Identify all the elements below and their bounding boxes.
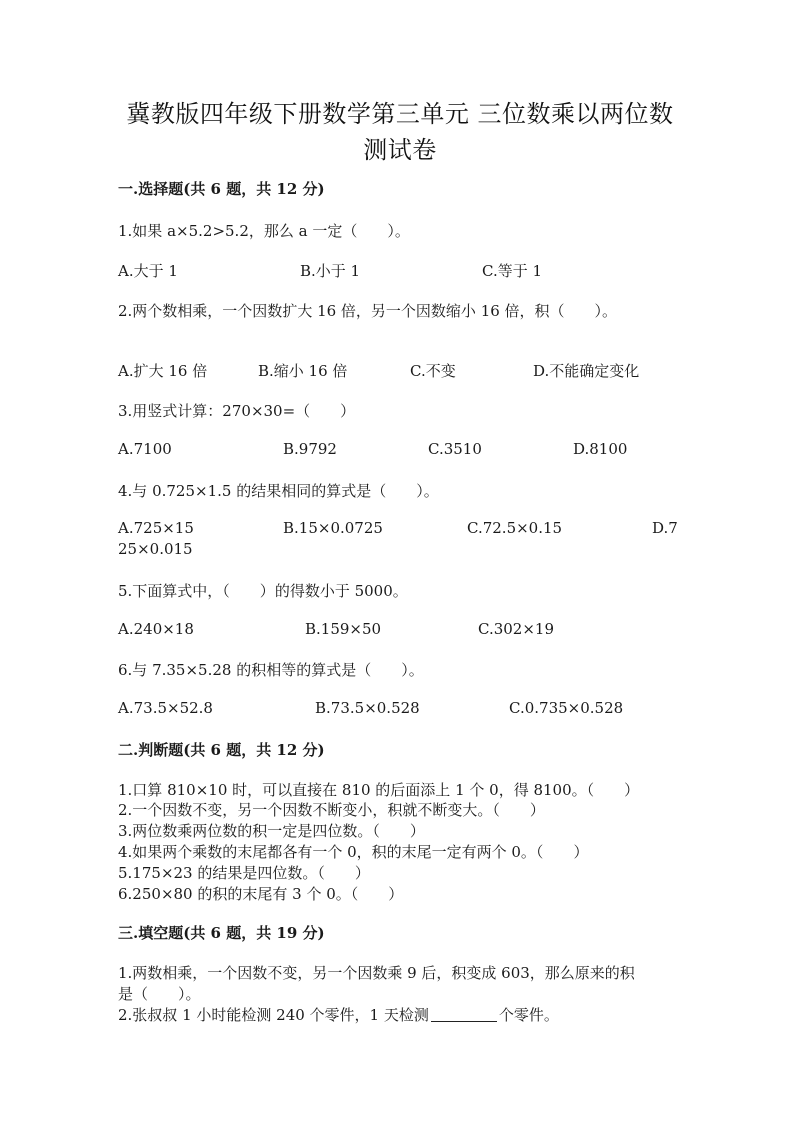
- option-d: D.7: [652, 519, 678, 537]
- fill-item-text-after: 个零件。: [498, 1006, 559, 1024]
- option-c: C.302×19: [478, 620, 554, 638]
- option-c: C.72.5×0.15: [467, 519, 563, 537]
- question-stem: 5.下面算式中，（ ）的得数小于 5000。: [118, 582, 408, 600]
- fill-item: [118, 1004, 559, 1025]
- question-stem: 1.如果 a×5.2>5.2，那么 a 一定（ ）。: [118, 222, 410, 240]
- option-d-continued: 25×0.015: [118, 540, 193, 558]
- section-heading-choice: 一.选择题(共 6 题，共 12 分): [118, 180, 325, 198]
- option-c: C.不变: [410, 362, 456, 380]
- option-a: A.大于 1: [118, 262, 178, 280]
- answer-blank[interactable]: [431, 1007, 497, 1022]
- option-c: C.等于 1: [482, 262, 543, 280]
- section-heading-judge: 二.判断题(共 6 题，共 12 分): [118, 741, 325, 759]
- question-stem: 4.与 0.725×1.5 的结果相同的算式是（ ）。: [118, 482, 439, 500]
- judge-item: 2.一个因数不变，另一个因数不断变小，积就不断变大。（ ）: [118, 801, 545, 819]
- option-a: A.7100: [118, 440, 172, 458]
- judge-item: 1.口算 810×10 时，可以直接在 810 的后面添上 1 个 0，得 8100。（ ）: [118, 781, 640, 799]
- option-d: D.不能确定变化: [533, 362, 640, 380]
- option-a: A.扩大 16 倍: [118, 362, 208, 380]
- judge-item: 4.如果两个乘数的末尾都各有一个 0，积的末尾一定有两个 0。（ ）: [118, 843, 589, 861]
- option-c: C.3510: [428, 440, 482, 458]
- fill-item-text-before: 2.张叔叔 1 小时能检测 240 个零件，1 天检测: [118, 1006, 429, 1024]
- question-stem: 6.与 7.35×5.28 的积相等的算式是（ ）。: [118, 661, 424, 679]
- option-d: D.8100: [573, 440, 628, 458]
- option-b: B.15×0.0725: [283, 519, 383, 537]
- judge-item: 5.175×23 的结果是四位数。（ ）: [118, 864, 370, 882]
- option-b: B.缩小 16 倍: [258, 362, 348, 380]
- question-stem: 3.用竖式计算：270×30=（ ）: [118, 402, 356, 420]
- exam-title-line2: 测试卷: [363, 136, 437, 164]
- option-b: B.9792: [283, 440, 337, 458]
- option-b: B.小于 1: [300, 262, 361, 280]
- question-stem: 2.两个数相乘，一个因数扩大 16 倍，另一个因数缩小 16 倍，积（ ）。: [118, 302, 618, 320]
- judge-item: 3.两位数乘两位数的积一定是四位数。（ ）: [118, 822, 425, 840]
- option-c: C.0.735×0.528: [509, 699, 624, 717]
- option-a: A.73.5×52.8: [118, 699, 213, 717]
- fill-item-line1: 1.两数相乘，一个因数不变，另一个因数乘 9 后，积变成 603，那么原来的积: [118, 964, 635, 982]
- option-b: B.73.5×0.528: [315, 699, 420, 717]
- option-b: B.159×50: [305, 620, 382, 638]
- section-heading-fill: 三.填空题(共 6 题，共 19 分): [118, 924, 325, 942]
- option-a: A.240×18: [118, 620, 194, 638]
- fill-item-line2: 是（ ）。: [118, 985, 201, 1003]
- exam-title-line1: 冀教版四年级下册数学第三单元 三位数乘以两位数: [126, 100, 674, 128]
- judge-item: 6.250×80 的积的末尾有 3 个 0。（ ）: [118, 885, 404, 903]
- option-a: A.725×15: [118, 519, 194, 537]
